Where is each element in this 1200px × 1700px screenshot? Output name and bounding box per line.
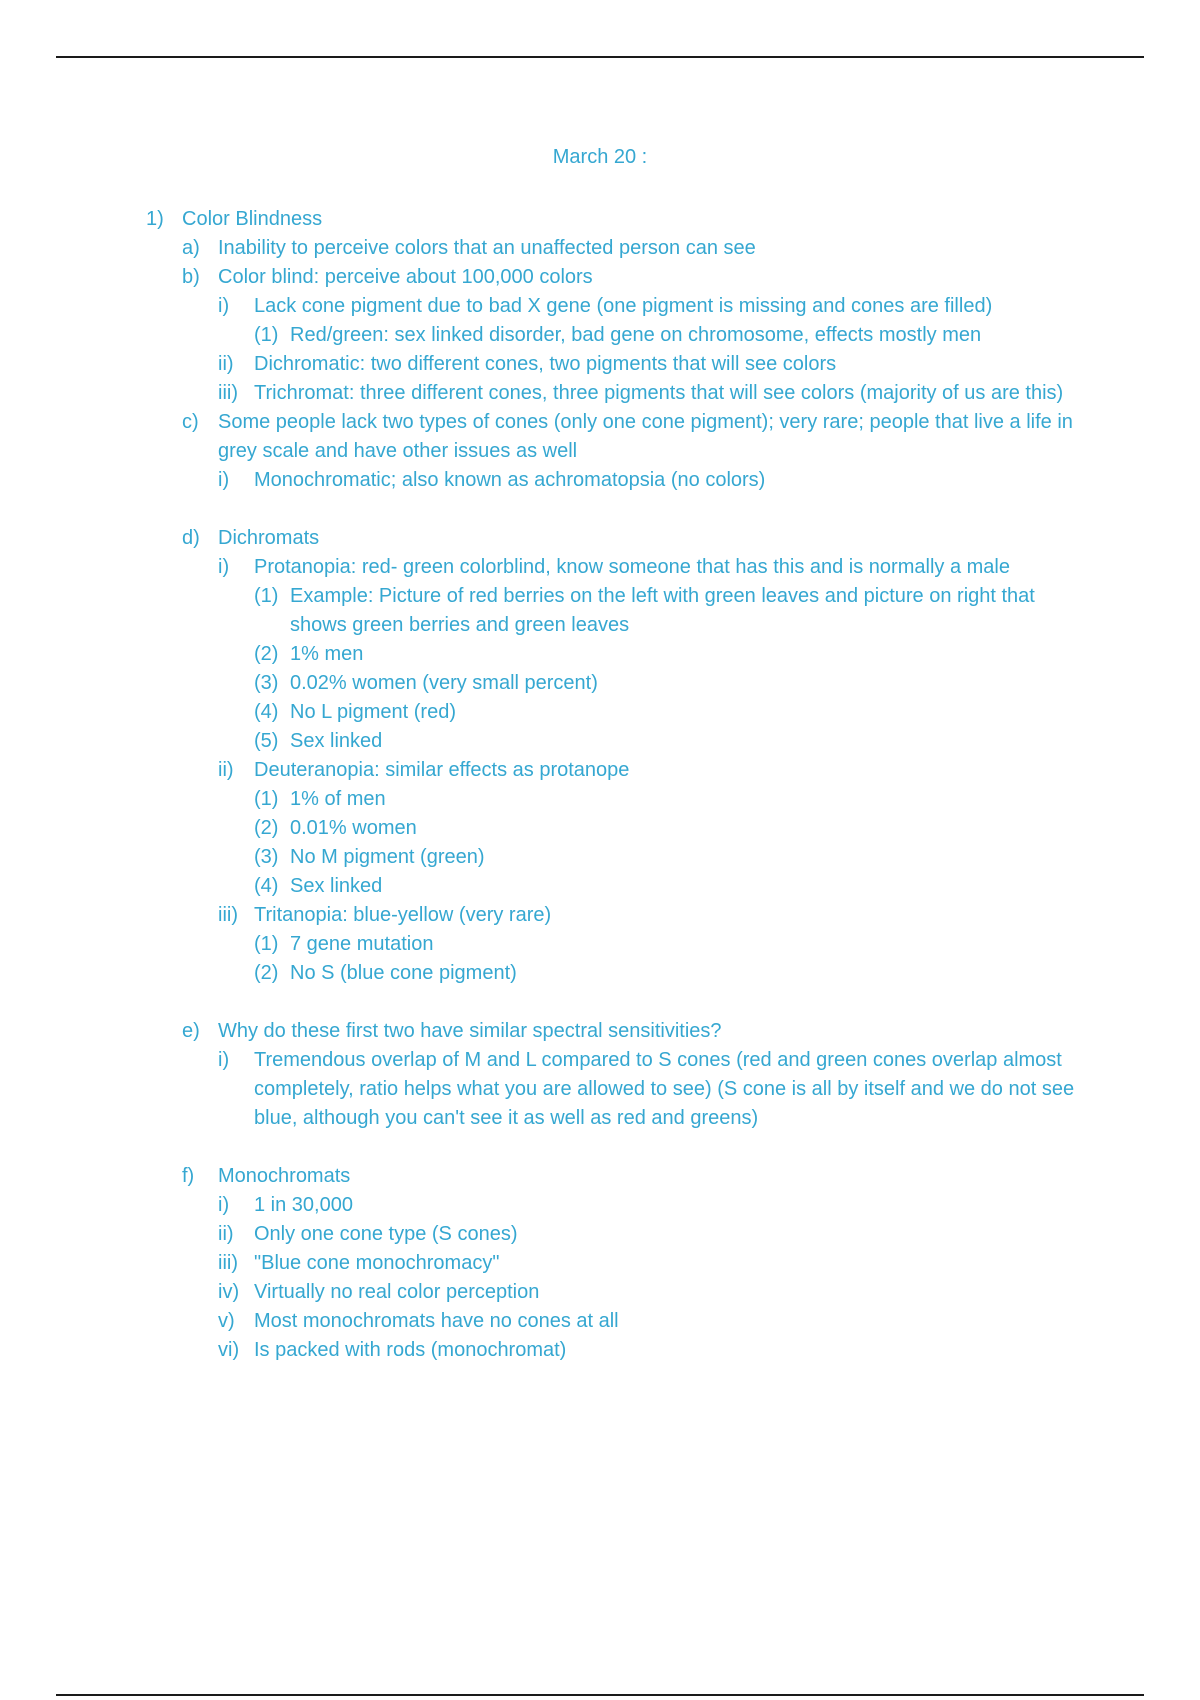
item-text: 1% of men (290, 788, 386, 810)
spacer (0, 988, 1200, 1017)
item-marker: ii) (218, 759, 234, 781)
item-text: 0.01% women (290, 817, 417, 839)
item-marker: a) (182, 237, 200, 259)
item-text: Why do these first two have similar spectral sensitivities? (218, 1020, 722, 1042)
outline-item (0, 1220, 1200, 1249)
item-marker: iv) (218, 1281, 240, 1303)
item-marker: (2) (254, 643, 279, 665)
outline-item (0, 379, 1200, 408)
item-text: Tritanopia: blue-yellow (very rare) (254, 904, 552, 926)
item-text: Protanopia: red- green colorblind, know someone that has this and is normally a male (254, 556, 1010, 578)
item-marker: (3) (254, 846, 279, 868)
item-marker: f) (182, 1165, 195, 1187)
item-text: Trichromat: three different cones, three pigments that will see colors (majority of us are this) (254, 382, 1064, 404)
item-marker: i) (218, 1049, 230, 1071)
item-text: Tremendous overlap of M and L compared to S cones (red and green cones overlap almost completely, ratio helps what you are allowed to see) (S cone is all by itself and we do not see blue, although you can't see it as well as red and greens) (254, 1049, 1075, 1129)
outline-item (0, 205, 1200, 234)
item-text: Only one cone type (S cones) (254, 1223, 518, 1245)
item-marker: 1) (146, 208, 164, 230)
item-text: Monochromats (218, 1165, 351, 1187)
outline-item (0, 1249, 1200, 1278)
outline-item (0, 350, 1200, 379)
outline-item (0, 1191, 1200, 1220)
outline-item (0, 466, 1200, 495)
page-title: March 20 : (552, 146, 648, 168)
item-text: Most monochromats have no cones at all (254, 1310, 619, 1332)
outline-item (0, 872, 1200, 901)
item-text: 1% men (290, 643, 364, 665)
item-marker: iii) (218, 382, 238, 404)
item-text: Deuteranopia: similar effects as protanope (254, 759, 630, 781)
item-text: Some people lack two types of cones (only one cone pigment); very rare; people that live a life in grey scale and have other issues as well (218, 411, 1073, 462)
spacer (0, 495, 1200, 524)
item-marker: (2) (254, 817, 279, 839)
outline-item (0, 1307, 1200, 1336)
item-text: Color blind: perceive about 100,000 colors (218, 266, 593, 288)
outline-item (0, 901, 1200, 930)
header-rule (56, 56, 1144, 58)
item-marker: d) (182, 527, 200, 549)
outline-item (0, 814, 1200, 843)
outline-item (0, 959, 1200, 988)
item-marker: (4) (254, 875, 279, 897)
item-marker: vi) (218, 1339, 240, 1361)
item-marker: e) (182, 1020, 200, 1042)
item-text: 1 in 30,000 (254, 1194, 353, 1216)
outline-item (0, 698, 1200, 727)
item-marker: c) (182, 411, 199, 433)
item-marker: (3) (254, 672, 279, 694)
outline-item (0, 843, 1200, 872)
item-marker: i) (218, 469, 230, 491)
outline-item (0, 582, 1200, 640)
outline-item (0, 930, 1200, 959)
item-text: Example: Picture of red berries on the left with green leaves and picture on right that shows green berries and green leaves (290, 585, 1035, 636)
item-text: Red/green: sex linked disorder, bad gene on chromosome, effects mostly men (290, 324, 982, 346)
outline-item (0, 292, 1200, 321)
item-text: Virtually no real color perception (254, 1281, 540, 1303)
outline-item (0, 408, 1200, 466)
item-marker: i) (218, 556, 230, 578)
item-marker: v) (218, 1310, 235, 1332)
outline-item (0, 669, 1200, 698)
item-marker: (2) (254, 962, 279, 984)
item-marker: iii) (218, 904, 238, 926)
item-text: No M pigment (green) (290, 846, 485, 868)
item-text: No S (blue cone pigment) (290, 962, 517, 984)
item-text: No L pigment (red) (290, 701, 456, 723)
item-marker: (1) (254, 788, 279, 810)
footer-rule (56, 1694, 1144, 1696)
outline-item (0, 263, 1200, 292)
item-marker: (5) (254, 730, 279, 752)
outline-item (0, 1336, 1200, 1365)
item-text: Sex linked (290, 875, 383, 897)
item-marker: ii) (218, 1223, 234, 1245)
outline-item (0, 1046, 1200, 1133)
outline-item (0, 727, 1200, 756)
item-text: 7 gene mutation (290, 933, 434, 955)
item-marker: (1) (254, 933, 279, 955)
item-marker: i) (218, 1194, 230, 1216)
item-text: Color Blindness (182, 208, 323, 230)
item-marker: b) (182, 266, 200, 288)
outline-item (0, 756, 1200, 785)
item-marker: iii) (218, 1252, 238, 1274)
outline-item (0, 785, 1200, 814)
outline-item (0, 640, 1200, 669)
outline (0, 205, 1200, 1365)
outline-item (0, 1278, 1200, 1307)
item-marker: (1) (254, 585, 279, 607)
item-marker: i) (218, 295, 230, 317)
outline-item (0, 1162, 1200, 1191)
outline-item (0, 524, 1200, 553)
outline-item (0, 1017, 1200, 1046)
item-text: Is packed with rods (monochromat) (254, 1339, 567, 1361)
item-text: Sex linked (290, 730, 383, 752)
outline-item (0, 553, 1200, 582)
item-text: Lack cone pigment due to bad X gene (one pigment is missing and cones are filled) (254, 295, 993, 317)
outline-item (0, 234, 1200, 263)
item-text: 0.02% women (very small percent) (290, 672, 598, 694)
item-text: Inability to perceive colors that an unaffected person can see (218, 237, 756, 259)
item-marker: (4) (254, 701, 279, 723)
item-marker: ii) (218, 353, 234, 375)
item-text: Monochromatic; also known as achromatopsia (no colors) (254, 469, 766, 491)
item-text: "Blue cone monochromacy" (254, 1252, 500, 1274)
outline-item (0, 321, 1200, 350)
spacer (0, 1133, 1200, 1162)
item-text: Dichromatic: two different cones, two pigments that will see colors (254, 353, 837, 375)
item-marker: (1) (254, 324, 279, 346)
item-text: Dichromats (218, 527, 320, 549)
